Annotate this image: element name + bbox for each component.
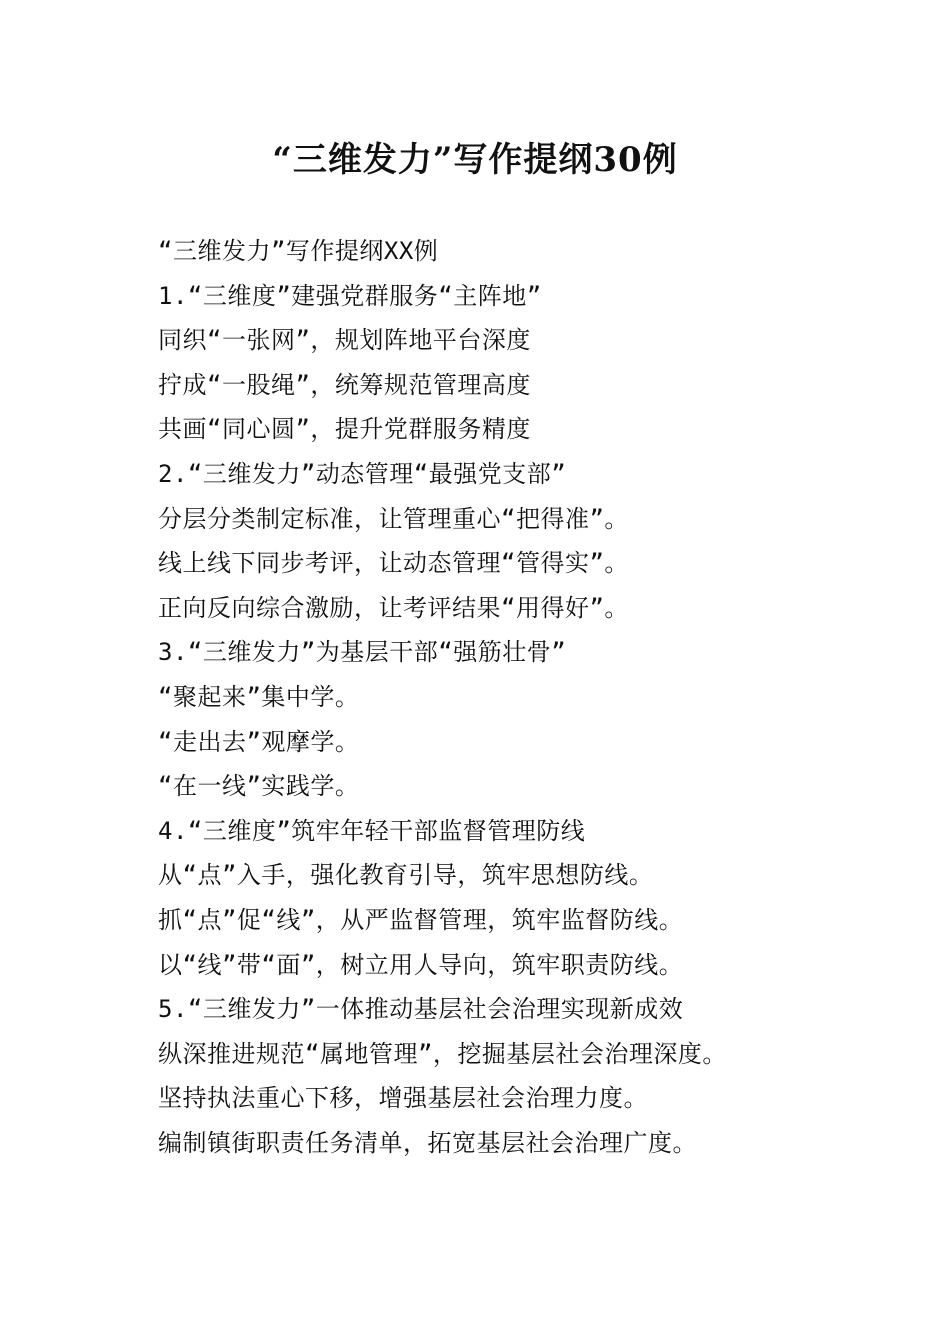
body-line: 分层分类制定标准，让管理重心“把得准”。 — [158, 504, 629, 533]
body-line: 共画“同心圆”，提升党群服务精度 — [158, 415, 531, 444]
section-heading: 2.“三维发力”动态管理“最强党支部” — [158, 459, 567, 488]
body-line: “三维发力”写作提纲XX例 — [158, 237, 439, 265]
body-line: 纵深推进规范“属地管理”，挖掘基层社会治理深度。 — [158, 1039, 727, 1068]
body-line: 编制镇街职责任务清单，拓宽基层社会治理广度。 — [158, 1128, 697, 1157]
section-heading: 3.“三维发力”为基层干部“强筋壮骨” — [158, 638, 567, 667]
section-heading: 1.“三维度”建强党群服务“主阵地” — [158, 281, 542, 310]
body-line: 正向反向综合激励，让考评结果“用得好”。 — [158, 593, 629, 622]
body-line: “走出去”观摩学。 — [158, 727, 360, 756]
body-line: 以“线”带“面”，树立用人导向，筑牢职责防线。 — [158, 950, 684, 979]
section-heading: 4.“三维度”筑牢年轻干部监督管理防线 — [158, 816, 586, 845]
body-line: 坚持执法重心下移，增强基层社会治理力度。 — [158, 1084, 648, 1113]
body-line: 从“点”入手，强化教育引导，筑牢思想防线。 — [158, 861, 654, 890]
body-line: “在一线”实践学。 — [158, 772, 360, 801]
body-line: 线上线下同步考评，让动态管理“管得实”。 — [158, 549, 629, 578]
body-line: 抓“点”促“线”，从严监督管理，筑牢监督防线。 — [158, 905, 684, 934]
document-body — [158, 229, 818, 1165]
body-line: 同织“一张网”，规划阵地平台深度 — [158, 326, 531, 355]
body-line: 拧成“一股绳”，统筹规范管理高度 — [158, 370, 531, 399]
section-heading: 5.“三维发力”一体推动基层社会治理实现新成效 — [158, 995, 684, 1024]
page-title: “三维发力”写作提纲30例 — [272, 140, 678, 180]
body-line: “聚起来”集中学。 — [158, 682, 360, 711]
